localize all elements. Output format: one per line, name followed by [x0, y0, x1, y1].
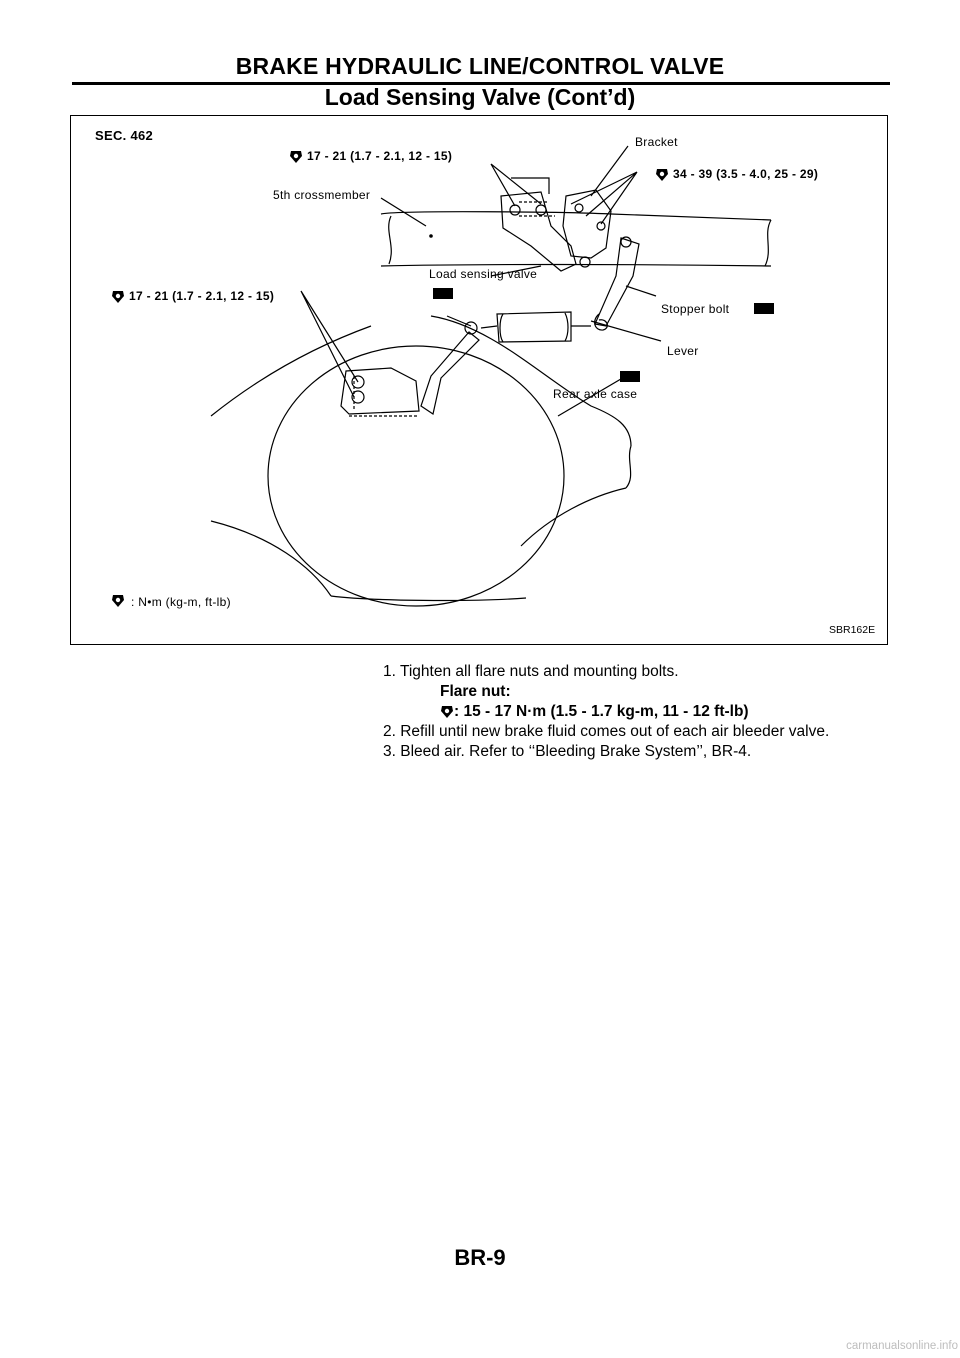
page-number: BR-9 — [454, 1245, 506, 1270]
section-title: BRAKE HYDRAULIC LINE/CONTROL VALVE — [235, 53, 725, 79]
label-stopper-bolt: Stopper bolt — [661, 302, 730, 316]
flare-nut-torque-row — [383, 702, 829, 722]
label-lever: Lever — [667, 344, 699, 358]
torque-wrench-icon — [111, 290, 125, 304]
step-2: 2. Refill until new brake fluid comes out of each air bleeder valve. — [383, 723, 830, 740]
watermark: carmanualsonline.info — [846, 1340, 958, 1352]
torque-spec-left: 17 - 21 (1.7 - 2.1, 12 - 15) — [129, 289, 275, 303]
diagram-drawing — [71, 116, 887, 644]
section-ref: SEC. 462 — [95, 128, 154, 143]
figure-frame — [70, 115, 888, 645]
torque-wrench-icon — [655, 168, 669, 182]
figure-id: SBR162E — [829, 624, 876, 636]
adjust-tool-icon — [620, 371, 640, 382]
torque-spec-top: 17 - 21 (1.7 - 2.1, 12 - 15) — [307, 149, 453, 163]
sub-title: Load Sensing Valve (Cont’d) — [324, 84, 636, 110]
label-load-sensing-valve: Load sensing valve — [429, 267, 538, 281]
flare-nut-label: Flare nut: — [440, 683, 511, 700]
torque-spec-right: 34 - 39 (3.5 - 4.0, 25 - 29) — [673, 167, 819, 181]
step-1: 1. Tighten all flare nuts and mounting bolts. — [383, 663, 679, 680]
adjust-tool-icon — [433, 288, 453, 299]
torque-wrench-icon — [289, 150, 303, 164]
step-3: 3. Bleed air. Refer to ‘‘Bleeding Brake System’’, BR-4. — [383, 743, 752, 760]
torque-wrench-icon — [111, 594, 125, 608]
adjust-tool-icon — [754, 303, 774, 314]
label-rear-axle-case: Rear axle case — [553, 387, 638, 401]
torque-wrench-icon — [440, 705, 454, 719]
label-bracket: Bracket — [635, 135, 678, 149]
label-crossmember: 5th crossmember — [273, 188, 371, 202]
procedure-steps — [383, 662, 829, 762]
torque-unit-legend: : N•m (kg-m, ft-lb) — [131, 595, 231, 609]
flare-nut-torque: : 15 - 17 N·m (1.5 - 1.7 kg-m, 11 - 12 ft-lb) — [454, 703, 749, 720]
